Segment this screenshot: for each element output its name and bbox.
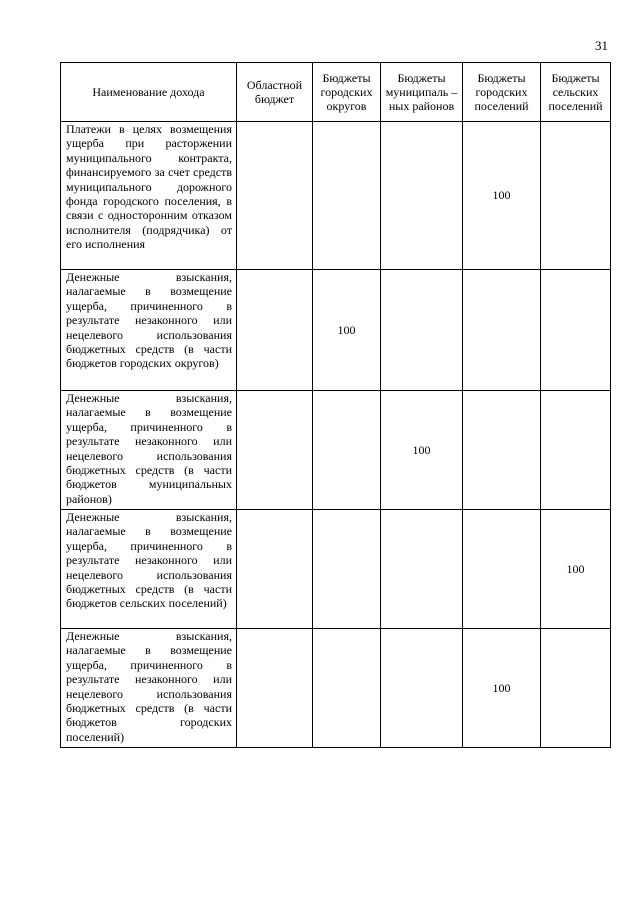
urban-settlements-cell (463, 391, 541, 510)
urban-settlements-cell: 100 (463, 629, 541, 748)
rural-settlements-cell (541, 391, 611, 510)
revenue-distribution-table (60, 62, 611, 748)
header-rural-settlements-budgets: Бюджеты сельских поселений (541, 63, 611, 122)
header-income-name: Наименование дохода (61, 63, 237, 122)
table-row (61, 629, 611, 748)
header-municipal-districts-budgets: Бюджеты муниципаль –ных районов (381, 63, 463, 122)
income-name-cell: Денежные взыскания, налагаемые в возмещение ущерба, причиненного в результате незаконного или нецелевого использования бюджетных средств (в части бюджетов сельских поселений) (61, 510, 237, 629)
income-name-cell: Денежные взыскания, налагаемые в возмещение ущерба, причиненного в результате незаконного или нецелевого использования бюджетных средств (в части бюджетов муниципальных районов) (61, 391, 237, 510)
table-row (61, 510, 611, 629)
table-row (61, 270, 611, 391)
income-name-cell: Денежные взыскания, налагаемые в возмещение ущерба, причиненного в результате незаконного или нецелевого использования бюджетных средств (в части бюджетов городских поселений) (61, 629, 237, 748)
income-name-cell: Денежные взыскания, налагаемые в возмещение ущерба, причиненного в результате незаконного или нецелевого использования бюджетных средств (в части бюджетов городских округов) (61, 270, 237, 391)
regional-budget-cell (237, 510, 313, 629)
table-row (61, 122, 611, 270)
regional-budget-cell (237, 391, 313, 510)
city-districts-cell (313, 629, 381, 748)
rural-settlements-cell: 100 (541, 510, 611, 629)
income-name-cell: Платежи в целях возмещения ущерба при расторжении муниципального контракта, финансируемого за счет средств муниципального дорожного фонда городского поселения, в связи с односторонним отказом исполнителя (подрядчика) от его исполнения (61, 122, 237, 270)
municipal-districts-cell (381, 510, 463, 629)
header-urban-settlements-budgets: Бюджеты городских поселений (463, 63, 541, 122)
urban-settlements-cell (463, 510, 541, 629)
regional-budget-cell (237, 122, 313, 270)
city-districts-cell: 100 (313, 270, 381, 391)
city-districts-cell (313, 122, 381, 270)
page-number: 31 (595, 38, 608, 53)
regional-budget-cell (237, 270, 313, 391)
header-city-districts-budgets: Бюджеты городских округов (313, 63, 381, 122)
municipal-districts-cell (381, 270, 463, 391)
city-districts-cell (313, 510, 381, 629)
table-row (61, 391, 611, 510)
municipal-districts-cell (381, 122, 463, 270)
rural-settlements-cell (541, 270, 611, 391)
rural-settlements-cell (541, 629, 611, 748)
regional-budget-cell (237, 629, 313, 748)
municipal-districts-cell (381, 629, 463, 748)
city-districts-cell (313, 391, 381, 510)
rural-settlements-cell (541, 122, 611, 270)
header-regional-budget: Областной бюджет (237, 63, 313, 122)
urban-settlements-cell (463, 270, 541, 391)
urban-settlements-cell: 100 (463, 122, 541, 270)
municipal-districts-cell: 100 (381, 391, 463, 510)
table-header-row (61, 63, 611, 122)
